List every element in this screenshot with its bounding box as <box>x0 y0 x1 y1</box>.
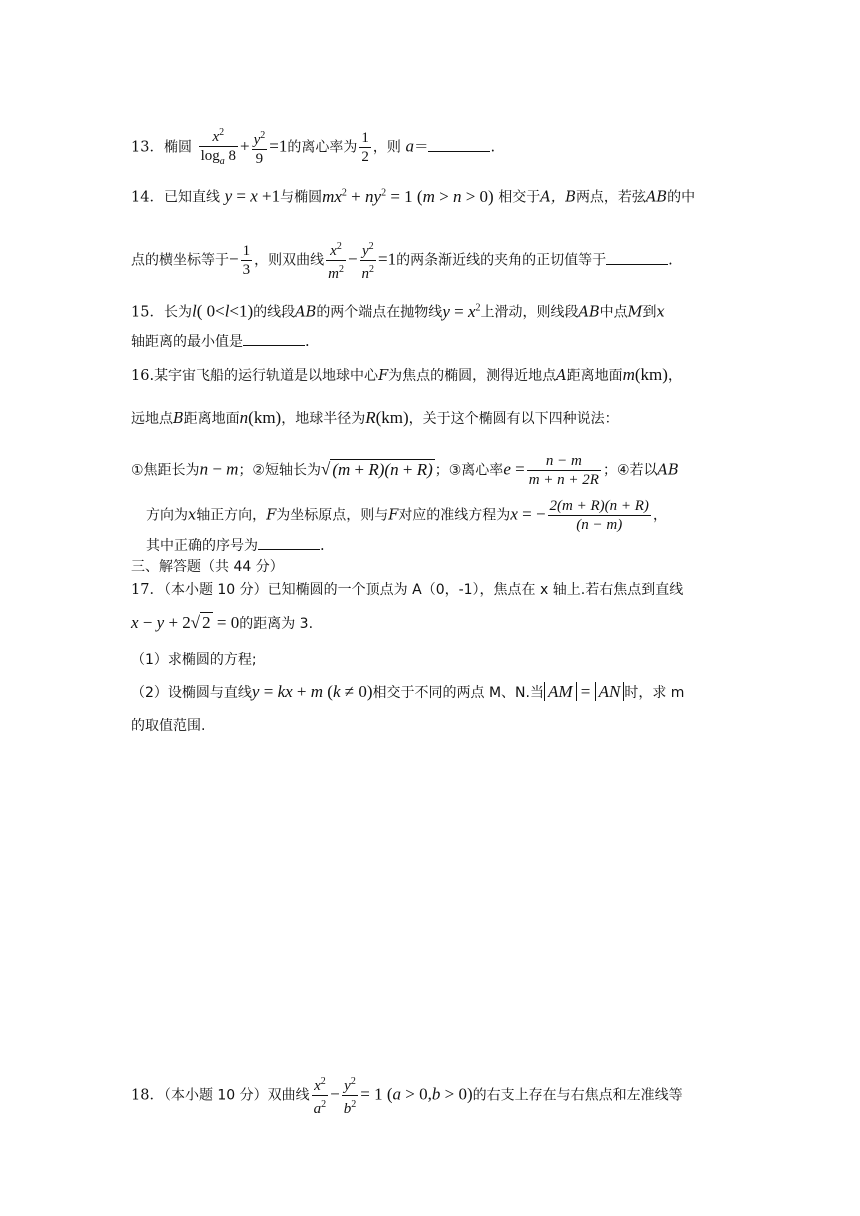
question-17-line-1: 17．（本小题 10 分）已知椭圆的一个顶点为 A（0，-1），焦点在 x 轴上.若右焦点到直线 <box>131 582 684 598</box>
question-14-line-2: 点的横坐标等于− $\frac{1}{3}$ ，则双曲线 $\frac{x^2}{m^2}$ − $\frac{y^2}{n^2}$ =1的两条渐近线的夹角的正切值等于 . <box>131 238 732 283</box>
answer-blank[interactable] <box>243 333 305 346</box>
question-16-line-2: 远地点B距离地面n(km)，地球半径为R(km)，关于这个椭圆有以下四种说法： <box>131 408 619 427</box>
answer-blank[interactable] <box>606 252 668 265</box>
section-heading: 三、解答题（共 44 分） <box>131 559 284 575</box>
question-17-part-2-cont: 的取值范围. <box>131 718 206 734</box>
question-16-line-5: 其中正确的序号为 . <box>146 538 325 554</box>
question-17-part-2: （2）设椭圆与直线y = kx + m (k ≠ 0)相交于不同的两点 M、N.当 AM = AN 时，求 m <box>131 682 685 701</box>
fraction: $\frac{x^2}{m^2}$ <box>326 238 346 283</box>
question-16-line-3: ①焦距长为n − m；②短轴长为√ (m + R)(n + R) ；③离心率e = $\frac{n - m}{m + n + 2R}$ ；④若以AB <box>131 453 679 488</box>
answer-blank[interactable] <box>428 139 490 152</box>
question-13: 13．椭圆 $\frac{x^2}{\log_a 8}$ + $\frac{y^2}{9}$ =1的离心率为 $\frac{1}{2}$ ，则 a＝ . <box>131 124 732 171</box>
question-16-line-4: 方向为x轴正方向，F为坐标原点，则与F对应的准线方程为x = − $\frac{2(m + R)(n + R)}{(n - m)}$ ， <box>146 498 667 533</box>
fraction: $\frac{2(m + R)(n + R)}{(n - m)}$ <box>549 498 649 533</box>
question-17-part-1: （1）求椭圆的方程; <box>131 652 257 668</box>
fraction: $\frac{x^2}{\log_a 8}$ <box>199 124 238 171</box>
fraction: $\frac{x^2}{a^2}$ <box>312 1073 329 1118</box>
fraction: $\frac{y^2}{b^2}$ <box>342 1073 359 1118</box>
question-18: 18．（本小题 10 分）双曲线 $\frac{x^2}{a^2}$ − $\frac{y^2}{b^2}$ = 1 (a > 0,b > 0)的右支上存在与右焦点和左准线等 <box>131 1073 732 1118</box>
question-17-line-2: x − y + 2√ 2 = 0的距离为 3. <box>131 613 314 632</box>
answer-blank[interactable] <box>258 537 320 550</box>
fraction: $\frac{1}{2}$ <box>361 130 369 165</box>
fraction: $\frac{1}{3}$ <box>242 243 251 278</box>
question-15-line-1: 15．长为l( 0<l<1)的线段AB的两个端点在抛物线$y = x^2$上滑动，则线段AB中点M到x <box>131 301 665 321</box>
question-15-line-2: 轴距离的最小值是 . <box>131 334 310 350</box>
question-14-line-1: 14．已知直线 y = x +1与椭圆$mx^2 + ny^2 = 1$ (m > n > 0) 相交于A，B两点，若弦AB的中 <box>131 186 696 206</box>
question-16-line-1: 16.某宇宙飞船的运行轨道是以地球中心F为焦点的椭圆，测得近地点A距离地面m(km)， <box>131 365 682 384</box>
fraction: $\frac{n - m}{m + n + 2R}$ <box>528 453 599 488</box>
fraction: $\frac{y^2}{n^2}$ <box>360 238 377 283</box>
fraction: $\frac{y^2}{9}$ <box>252 127 268 168</box>
